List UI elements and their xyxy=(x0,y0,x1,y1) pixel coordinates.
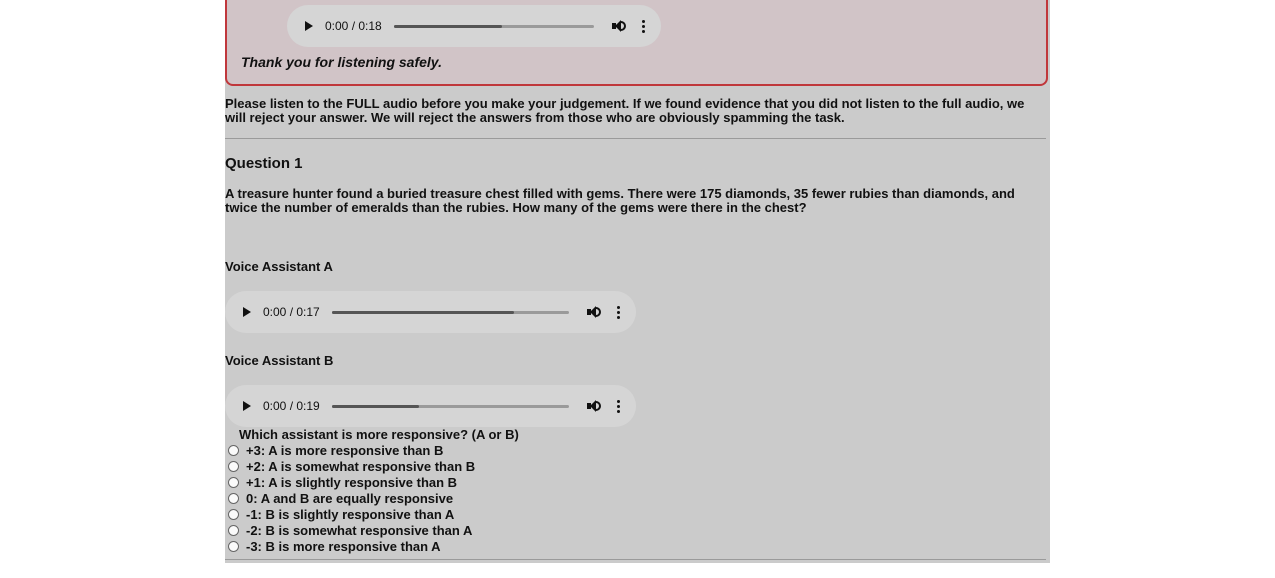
divider xyxy=(225,138,1046,139)
radio-button[interactable] xyxy=(228,445,239,456)
assistant-a-label: Voice Assistant A xyxy=(225,259,333,274)
play-icon[interactable] xyxy=(243,307,251,317)
instructions-text: Please listen to the FULL audio before you make your judgement. If we found evidence that you did not listen to the full audio, we will reject your answer. We will reject the answers from those who are obviously spamming the task. xyxy=(225,96,1025,125)
play-icon[interactable] xyxy=(243,401,251,411)
audio-progress-track[interactable] xyxy=(332,405,569,408)
option-label: -1: B is slightly responsive than A xyxy=(246,506,455,522)
question-title: Question 1 xyxy=(225,155,303,172)
more-vert-icon[interactable] xyxy=(642,20,646,33)
more-vert-icon[interactable] xyxy=(617,400,621,413)
audio-time: 0:00 / 0:17 xyxy=(263,305,320,319)
rating-options xyxy=(228,442,475,554)
radio-button[interactable] xyxy=(228,477,239,488)
option-label: 0: A and B are equally responsive xyxy=(246,490,454,506)
audio-progress-fill xyxy=(394,25,502,28)
audio-player-b[interactable] xyxy=(225,385,636,427)
radio-button[interactable] xyxy=(228,541,239,552)
audio-progress-fill xyxy=(332,311,514,314)
rating-option-minus3[interactable] xyxy=(228,538,475,554)
safety-notice xyxy=(225,0,1048,86)
rating-prompt: Which assistant is more responsive? (A or B) xyxy=(239,427,519,442)
option-label: +3: A is more responsive than B xyxy=(246,442,444,458)
volume-icon[interactable] xyxy=(587,399,601,413)
audio-progress-fill xyxy=(332,405,420,408)
rating-option-minus1[interactable] xyxy=(228,506,475,522)
radio-button[interactable] xyxy=(228,509,239,520)
radio-button[interactable] xyxy=(228,525,239,536)
audio-player-a[interactable] xyxy=(225,291,636,333)
question-text: A treasure hunter found a buried treasure chest filled with gems. There were 175 diamonds, 35 fewer rubies than diamonds, and twice the number of emeralds than the rubies. How many of the gems were there in the chest? xyxy=(225,186,1015,215)
option-label: -2: B is somewhat responsive than A xyxy=(246,522,473,538)
audio-time: 0:00 / 0:18 xyxy=(325,19,382,33)
task-page xyxy=(225,0,1050,563)
audio-time: 0:00 / 0:19 xyxy=(263,399,320,413)
volume-icon[interactable] xyxy=(612,19,626,33)
radio-button[interactable] xyxy=(228,493,239,504)
rating-option-plus2[interactable] xyxy=(228,458,475,474)
thank-you-text: Thank you for listening safely. xyxy=(241,54,442,70)
audio-progress-track[interactable] xyxy=(332,311,569,314)
audio-progress-track[interactable] xyxy=(394,25,594,28)
more-vert-icon[interactable] xyxy=(617,306,621,319)
radio-button[interactable] xyxy=(228,461,239,472)
option-label: +2: A is somewhat responsive than B xyxy=(246,458,476,474)
audio-player-notice[interactable] xyxy=(287,5,661,47)
option-label: -3: B is more responsive than A xyxy=(246,538,441,554)
rating-option-zero[interactable] xyxy=(228,490,475,506)
divider xyxy=(225,559,1046,560)
rating-option-plus1[interactable] xyxy=(228,474,475,490)
rating-option-plus3[interactable] xyxy=(228,442,475,458)
play-icon[interactable] xyxy=(305,21,313,31)
assistant-b-label: Voice Assistant B xyxy=(225,353,334,368)
volume-icon[interactable] xyxy=(587,305,601,319)
option-label: +1: A is slightly responsive than B xyxy=(246,474,458,490)
rating-option-minus2[interactable] xyxy=(228,522,475,538)
